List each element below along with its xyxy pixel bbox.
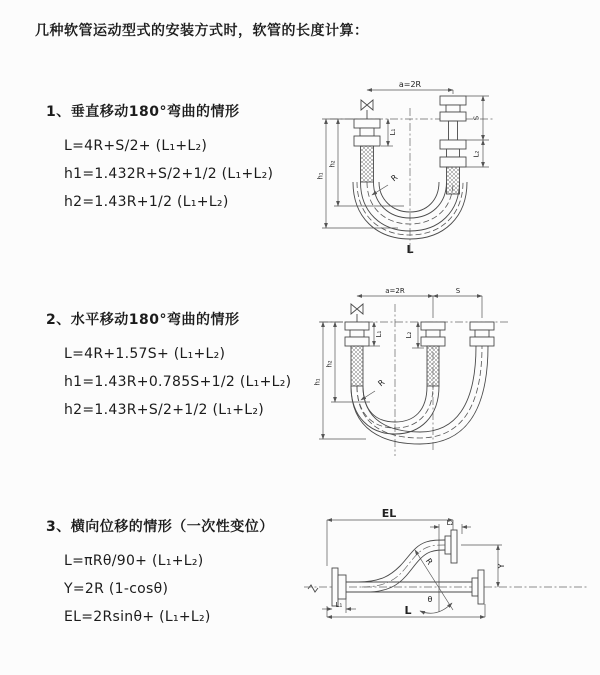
- dim-a-label: a=2R: [385, 287, 405, 295]
- formula-el: EL=2Rsinθ+ (L₁+L₂): [64, 609, 211, 625]
- length-label: L: [406, 243, 414, 256]
- dim-l1-label: L₁: [375, 330, 383, 338]
- dimension-l1: [381, 119, 397, 146]
- formula-length: L=πRθ/90+ (L₁+L₂): [64, 553, 204, 569]
- dim-l-label: L: [404, 604, 412, 617]
- dimension-a-2r: [357, 287, 482, 318]
- formula-h1: h1=1.432R+S/2+1/2 (L₁+L₂): [64, 166, 274, 182]
- dimension-a-2r: [367, 80, 453, 94]
- radius-callout: [361, 378, 387, 400]
- left-pipe-fitting: [345, 322, 369, 386]
- page-title: 几种软管运动型式的安装方式时，软管的长度计算：: [35, 23, 369, 39]
- section-2-heading: 2、水平移动180°弯曲的情形: [46, 312, 240, 328]
- dim-s-label: S: [455, 287, 461, 295]
- dim-h2-label: h₂: [325, 360, 334, 368]
- centerlines: [330, 108, 493, 254]
- dim-h2-label: h₂: [328, 160, 337, 168]
- formula-y: Y=2R (1-cosθ): [64, 581, 169, 597]
- radius-label: R: [423, 556, 435, 567]
- formula-h1: h1=1.43R+0.785S+1/2 (L₁+L₂): [64, 374, 292, 390]
- dimension-s: [433, 287, 482, 296]
- dim-h1-label: h₁: [313, 378, 322, 386]
- radius-callout: [415, 550, 453, 610]
- right-pipe-fitting: [470, 322, 494, 346]
- radius-label: R: [389, 172, 400, 184]
- dimension-h1: [317, 119, 399, 228]
- section-lateral-displacement: [46, 516, 274, 631]
- middle-pipe-fitting: [421, 322, 445, 386]
- angle-label: θ: [427, 595, 433, 604]
- diagram-horizontal-180-bend: [308, 284, 598, 464]
- dim-l2-label: L₂: [446, 519, 454, 527]
- dimension-l2: [430, 519, 471, 534]
- dimension-l: [327, 604, 485, 617]
- valve-icon: [351, 304, 363, 322]
- diagram-lateral-displacement: [296, 500, 596, 650]
- dim-el-label: EL: [381, 507, 397, 520]
- formula-length: L=4R+1.57S+ (L₁+L₂): [64, 346, 226, 362]
- dim-l1-label: L₁: [389, 128, 397, 136]
- section-3-heading: 3、横向位移的情形（一次性变位）: [46, 519, 274, 535]
- hose-curves: [351, 346, 488, 444]
- dim-a-label: a=2R: [398, 80, 422, 89]
- angle-callout: [420, 595, 452, 613]
- section-horizontal-movement: [46, 309, 291, 424]
- valve-icon: [361, 100, 373, 119]
- section-1-heading: 1、垂直移动180°弯曲的情形: [46, 104, 240, 120]
- diagram-vertical-180-bend: [308, 76, 598, 261]
- dim-l1-label: L₁: [335, 601, 343, 609]
- dim-h1-label: h₁: [316, 172, 325, 180]
- radius-label: R: [376, 377, 387, 389]
- dim-y-label: Y: [497, 563, 506, 569]
- dimension-l1: [369, 322, 383, 346]
- dim-s-label: S: [472, 115, 481, 121]
- left-pipe-fitting: [354, 119, 380, 182]
- break-symbol: [308, 585, 318, 592]
- formula-length: L=4R+S/2+ (L₁+L₂): [64, 138, 208, 154]
- formula-h2: h2=1.43R+S/2+1/2 (L₁+L₂): [64, 402, 265, 418]
- section-vertical-movement: [46, 101, 273, 216]
- formula-h2: h2=1.43R+1/2 (L₁+L₂): [64, 194, 229, 210]
- dim-l2-label: L₂: [405, 331, 413, 339]
- dim-l2-label: L₂: [472, 150, 481, 158]
- dimension-el: [327, 507, 453, 566]
- dimension-s: [466, 96, 489, 140]
- displaced-hose-curve: [358, 530, 457, 592]
- radius-callout: [372, 173, 400, 195]
- right-pipe-fitting: [440, 96, 466, 194]
